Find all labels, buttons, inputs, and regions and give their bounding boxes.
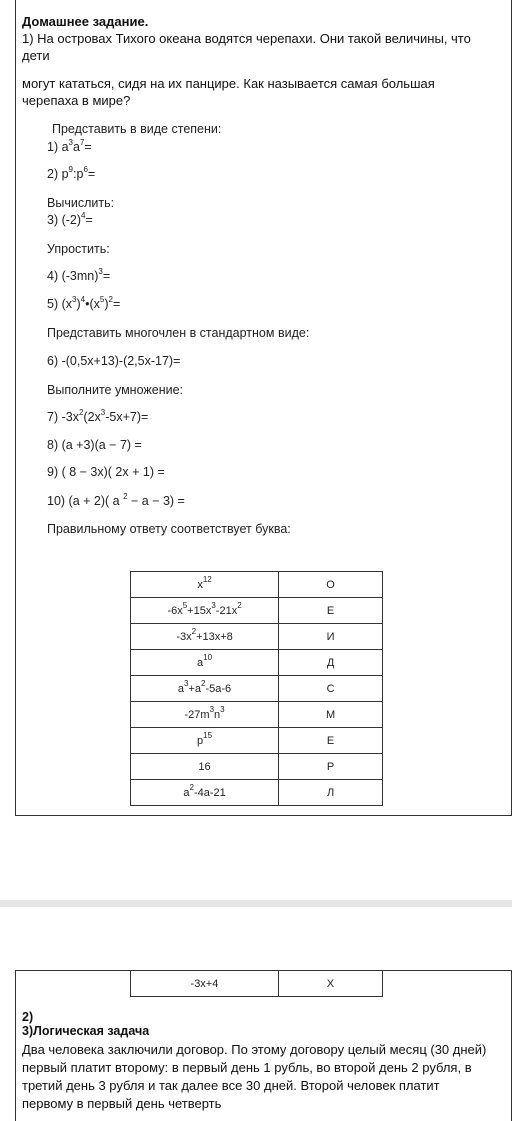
letter-cell: Е	[279, 598, 383, 624]
letter-cell: С	[279, 676, 383, 702]
task1-text: 1) На островах Тихого океана водятся черепахи. Они такой величины, что дети	[22, 31, 471, 63]
answer-table-continued	[130, 970, 383, 997]
problem-3: 3) $(-2)^4=$	[47, 211, 93, 227]
letter-cell: М	[279, 702, 383, 728]
answer-table	[130, 571, 383, 806]
worksheet-page-2	[0, 970, 512, 1120]
table-row	[131, 572, 383, 598]
letter-cell: О	[279, 572, 383, 598]
table-row	[131, 676, 383, 702]
expression-cell: $a^2-4a-21$	[131, 780, 279, 806]
letter-cell: Л	[279, 780, 383, 806]
expression-cell: $x^{12}$	[131, 572, 279, 598]
problem-2: 2) $p^9:p^6=$	[47, 165, 96, 181]
expression-cell: $-27m^3n^3$	[131, 702, 279, 728]
table-row	[131, 971, 383, 997]
task3-text: Два человека заключили договор. По этому договору целый месяц (30 дней) первый платит второму: в первый день 1 рубль, во второй день 2 рубля, в третий день 3 рубля и так далее все 30 дней. Второй человек платит первому в первый день четверть	[22, 1042, 487, 1111]
table-row	[131, 728, 383, 754]
section-simplify: Упростить:	[47, 242, 110, 256]
letter-cell: И	[279, 624, 383, 650]
expression-cell: $a^{10}$	[131, 650, 279, 676]
problem-8: 8) (a +3)(a − 7) =	[47, 438, 142, 452]
expression-cell: $-6x^5+15x^3-21x^2$	[131, 598, 279, 624]
table-row	[131, 650, 383, 676]
problem-7: 7) $-3x^2(2x^3-5x+7)=$	[47, 408, 149, 424]
table-row	[131, 780, 383, 806]
problem-10: 10) (a + 2)( a $^2$ − a − 3) =	[47, 492, 185, 508]
table-row	[131, 598, 383, 624]
expression-cell: $-3x^2+13x+8$	[131, 624, 279, 650]
section-powers: Представить в виде степени:	[52, 122, 222, 136]
homework-title: Домашнее задание.	[22, 14, 149, 29]
task1-question: могут кататься, сидя на их панцире. Как называется самая большая черепаха в мире?	[22, 76, 435, 108]
task2-label: 2)	[22, 1010, 34, 1024]
letter-cell: Д	[279, 650, 383, 676]
expression-cell: $a^3+a^2-5a-6$	[131, 676, 279, 702]
letter-cell: Р	[279, 754, 383, 780]
problem-1: 1) $a^3a^7=$	[47, 138, 92, 154]
section-multiply: Выполните умножение:	[47, 383, 183, 397]
table-row	[131, 754, 383, 780]
expression-cell: -3x+4	[131, 971, 279, 997]
table-row	[131, 624, 383, 650]
table-row	[131, 702, 383, 728]
problem-9: 9) ( 8 − 3x)( 2x + 1) =	[47, 465, 165, 479]
section-standard-form: Представить многочлен в стандартном виде:	[47, 326, 310, 340]
letter-cell: Х	[278, 971, 382, 997]
page-separator	[0, 900, 512, 907]
expression-cell: 16	[131, 754, 279, 780]
problem-4: 4) $(-3mn)^3=$	[47, 267, 111, 283]
section-compute: Вычислить:	[47, 196, 115, 210]
problem-5: 5) $(x^3)^4•(x^5)^2=$	[47, 295, 121, 311]
expression-cell: $p^{15}$	[131, 728, 279, 754]
letter-cell: Е	[279, 728, 383, 754]
section-answer-key: Правильному ответу соответствует буква:	[47, 522, 291, 536]
task3-title: 3)Логическая задача	[22, 1024, 150, 1038]
problem-6: 6) -(0,5x+13)-(2,5x-17)=	[47, 354, 181, 368]
